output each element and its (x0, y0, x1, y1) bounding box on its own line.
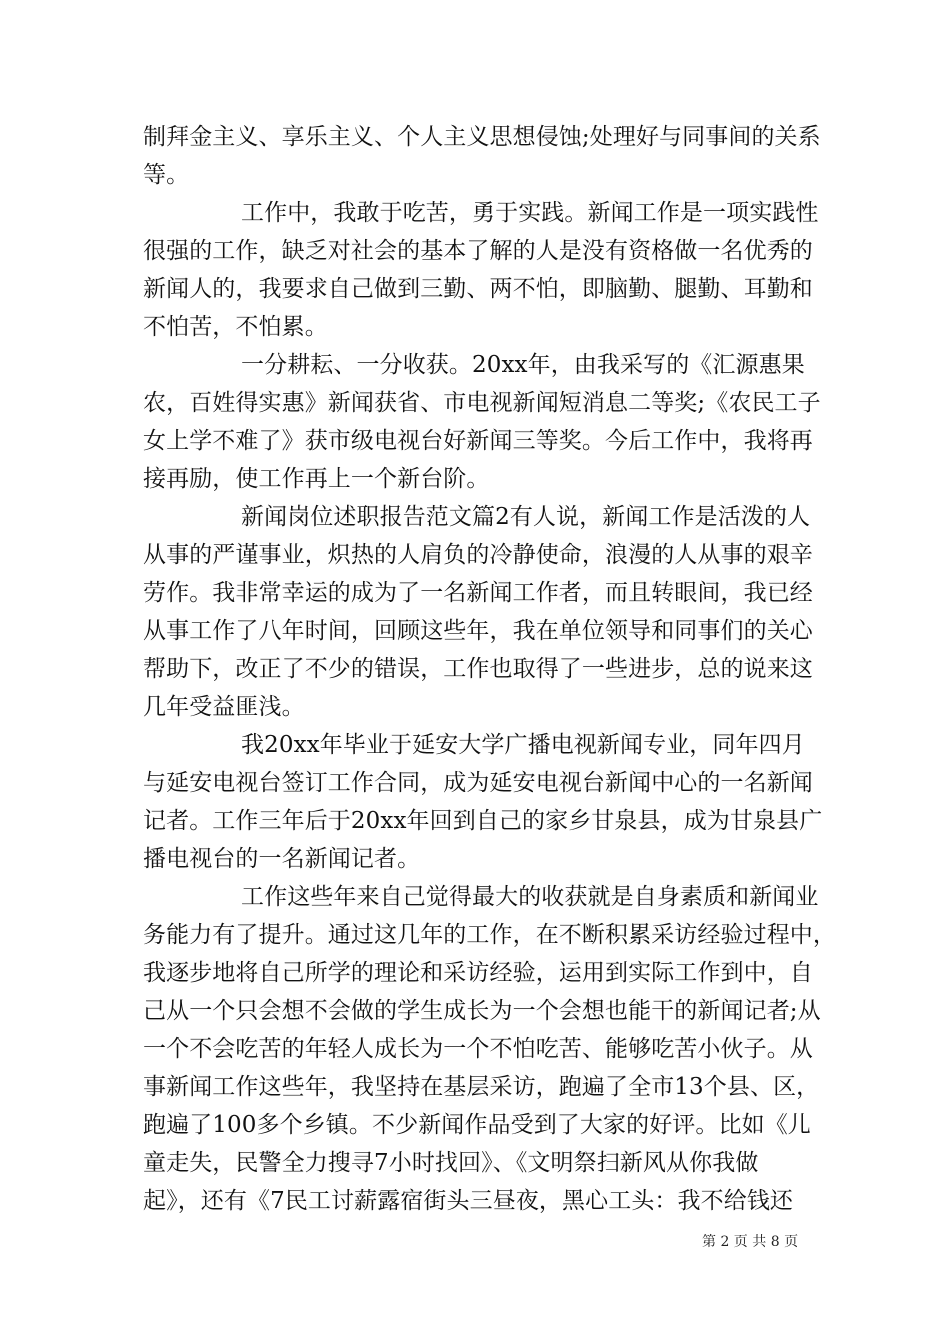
text-line: 一个不会吃苦的年轻人成长为一个不怕吃苦、能够吃苦小伙子。从 (143, 1036, 813, 1062)
text-line: 新闻人的，我要求自己做到三勤、两不怕，即脑勤、腿勤、耳勤和 (143, 276, 813, 302)
text-line: 接再励，使工作再上一个新台阶。 (143, 466, 490, 492)
text-line: 女上学不难了》获市级电视台好新闻三等奖。今后工作中，我将再 (143, 428, 813, 454)
paragraph-start-line: 工作这些年来自己觉得最大的收获就是自身素质和新闻业 (241, 884, 819, 910)
text-line: 等。 (143, 162, 190, 188)
text-line: 播电视台的一名新闻记者。 (143, 846, 421, 872)
text-line: 事新闻工作这些年，我坚持在基层采访，跑遍了全市13个县、区， (143, 1074, 820, 1100)
text-line: 童走失，民警全力搜寻7小时找回》、《文明祭扫新风从你我做 (143, 1150, 759, 1176)
text-line: 从事的严谨事业，炽热的人肩负的冷静使命，浪漫的人从事的艰辛 (143, 542, 813, 568)
text-line: 帮助下，改正了不少的错误，工作也取得了一些进步，总的说来这 (143, 656, 813, 682)
text-line: 劳作。我非常幸运的成为了一名新闻工作者，而且转眼间，我已经 (143, 580, 813, 606)
paragraph-start-line: 一分耕耘、一分收获。20xx年，由我采写的《汇源惠果 (241, 352, 805, 378)
paragraph-start-line: 新闻岗位述职报告范文篇2有人说，新闻工作是活泼的人 (241, 504, 811, 530)
text-line: 很强的工作，缺乏对社会的基本了解的人是没有资格做一名优秀的 (143, 238, 813, 264)
paragraph-start-line: 工作中，我敢于吃苦，勇于实践。新闻工作是一项实践性 (241, 200, 819, 226)
text-line: 制拜金主义、享乐主义、个人主义思想侵蚀;处理好与同事间的关系 (143, 124, 821, 150)
text-line: 农，百姓得实惠》新闻获省、市电视新闻短消息二等奖;《农民工子 (143, 390, 821, 416)
paragraph-start-line: 我20xx年毕业于延安大学广播电视新闻专业，同年四月 (241, 732, 805, 758)
text-line: 几年受益匪浅。 (143, 694, 305, 720)
text-line: 与延安电视台签订工作合同，成为延安电视台新闻中心的一名新闻 (143, 770, 813, 796)
text-line: 我逐步地将自己所学的理论和采访经验，运用到实际工作到中，自 (143, 960, 813, 986)
page-number-footer: 第 2 页 共 8 页 (702, 1234, 799, 1250)
text-line: 务能力有了提升。通过这几年的工作，在不断积累采访经验过程中， (143, 922, 836, 948)
text-line: 从事工作了八年时间，回顾这些年，我在单位领导和同事们的关心 (143, 618, 813, 644)
text-line: 记者。工作三年后于20xx年回到自己的家乡甘泉县，成为甘泉县广 (143, 808, 823, 834)
text-line: 不怕苦，不怕累。 (143, 314, 328, 340)
text-line: 跑遍了100多个乡镇。不少新闻作品受到了大家的好评。比如《儿 (143, 1112, 811, 1138)
text-line: 起》，还有《7民工讨薪露宿街头三昼夜，黑心工头：我不给钱还 (143, 1188, 794, 1214)
text-line: 己从一个只会想不会做的学生成长为一个会想也能干的新闻记者;从 (143, 998, 821, 1024)
